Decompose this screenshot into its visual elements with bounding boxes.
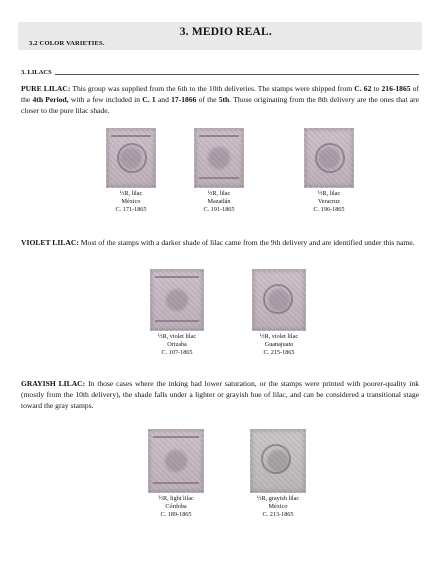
stamp-image — [148, 429, 204, 493]
caption-line: Mazatlán — [207, 198, 231, 206]
stamp-caption — [294, 190, 364, 215]
caption-line: ½R, lilac — [207, 190, 231, 197]
postmark — [315, 143, 345, 173]
section-heading-text: 3. LILACS — [21, 69, 52, 76]
stamp-caption — [242, 333, 316, 358]
caption-line: ½R, violet lilac — [259, 333, 299, 340]
stamp-caption — [136, 495, 216, 520]
stamp-image — [106, 128, 156, 188]
postmark — [263, 284, 293, 314]
stamp-image — [304, 128, 354, 188]
stamp-item — [96, 128, 166, 215]
text-run: 4th Period, — [32, 95, 69, 105]
chapter-header — [18, 22, 422, 50]
text-run: In those cases where the inking had lower saturation, or the stamps were printed with poorer-quality ink (mostly from the 10th delivery), the shade falls under a lighter or grayish hue of lilac, and can be considered a transitional stage toward the gray stamps. — [21, 379, 420, 411]
cancel-mark — [155, 320, 199, 322]
text-run: of the — [21, 84, 419, 105]
text-run: Most of the stamps with a darker shade of lilac came from the 9th delivery and are identified under this name. — [78, 238, 415, 247]
stamp-image — [150, 269, 204, 331]
stamp-caption — [140, 333, 214, 358]
cancel-mark — [199, 177, 239, 179]
stamp-image — [194, 128, 244, 188]
text-run: C. 62 — [354, 84, 372, 93]
stamp-item — [136, 429, 216, 520]
text-run: 216-1865 — [381, 84, 411, 93]
chapter-subtitle: 3.2 COLOR VARIETIES. — [29, 40, 105, 47]
stamp-image — [250, 429, 306, 493]
caption-line: ½R, lilac — [317, 190, 341, 197]
pure-lilac-paragraph — [21, 83, 419, 117]
caption-line: Orizaba — [167, 341, 187, 349]
postmark — [117, 143, 147, 173]
cancel-mark — [111, 135, 151, 137]
violet-lilac-label: VIOLET LILAC: — [21, 238, 79, 247]
stamp-caption — [184, 190, 254, 215]
caption-line: C. 196-1865 — [313, 206, 345, 214]
caption-line: ½R, light lilac — [158, 495, 194, 502]
grayish-lilac-paragraph — [21, 378, 419, 412]
pure-lilac-label: PURE LILAC: — [21, 84, 71, 93]
text-run: with a few included in — [68, 95, 143, 105]
text-run: 5th — [218, 95, 230, 105]
caption-line: Córdoba — [165, 503, 187, 511]
text-run: 17-1866 — [171, 95, 197, 105]
caption-line: ½R, lilac — [119, 190, 143, 197]
cancel-mark — [199, 135, 239, 137]
caption-line: ½R, grayish lilac — [256, 495, 300, 502]
violet-lilac-paragraph — [21, 237, 419, 248]
text-run: This group was supplied from the 6th to the 10th deliveries. The stamps were shipped from — [70, 84, 355, 93]
text-run: C. 1 — [142, 95, 156, 105]
stamp-image — [252, 269, 306, 331]
text-run: and — [155, 95, 172, 105]
stamp-item — [184, 128, 254, 215]
caption-line: ½R, violet lilac — [157, 333, 197, 340]
stamp-item — [238, 429, 318, 520]
text-run: of the — [196, 95, 219, 105]
caption-line: México — [268, 503, 288, 511]
caption-line: C. 215-1865 — [263, 349, 295, 357]
postmark — [261, 444, 291, 474]
section-heading — [21, 69, 419, 76]
caption-line: C. 189-1865 — [160, 511, 192, 519]
chapter-title: 3. MEDIO REAL. — [179, 26, 272, 38]
text-run: . Those originating from the 8th delivery are the ones that are closer to the pure lilac shade. — [21, 95, 420, 116]
caption-line: Guanajuato — [264, 341, 294, 349]
stamp-item — [140, 269, 214, 358]
caption-line: C. 213-1865 — [262, 511, 294, 519]
stamp-caption — [238, 495, 318, 520]
caption-line: C. 191-1865 — [203, 206, 235, 214]
cancel-mark — [155, 276, 199, 278]
stamp-caption — [96, 190, 166, 215]
stamp-item — [242, 269, 316, 358]
section-rule — [55, 74, 419, 75]
cancel-mark — [153, 436, 199, 438]
cancel-mark — [153, 482, 199, 484]
caption-line: C. 107-1865 — [161, 349, 193, 357]
text-run: to — [371, 84, 382, 93]
caption-line: Veracruz — [318, 198, 340, 206]
grayish-lilac-label: GRAYISH LILAC: — [21, 379, 86, 388]
caption-line: México — [121, 198, 141, 206]
stamp-item — [294, 128, 364, 215]
caption-line: C. 171-1865 — [115, 206, 147, 214]
